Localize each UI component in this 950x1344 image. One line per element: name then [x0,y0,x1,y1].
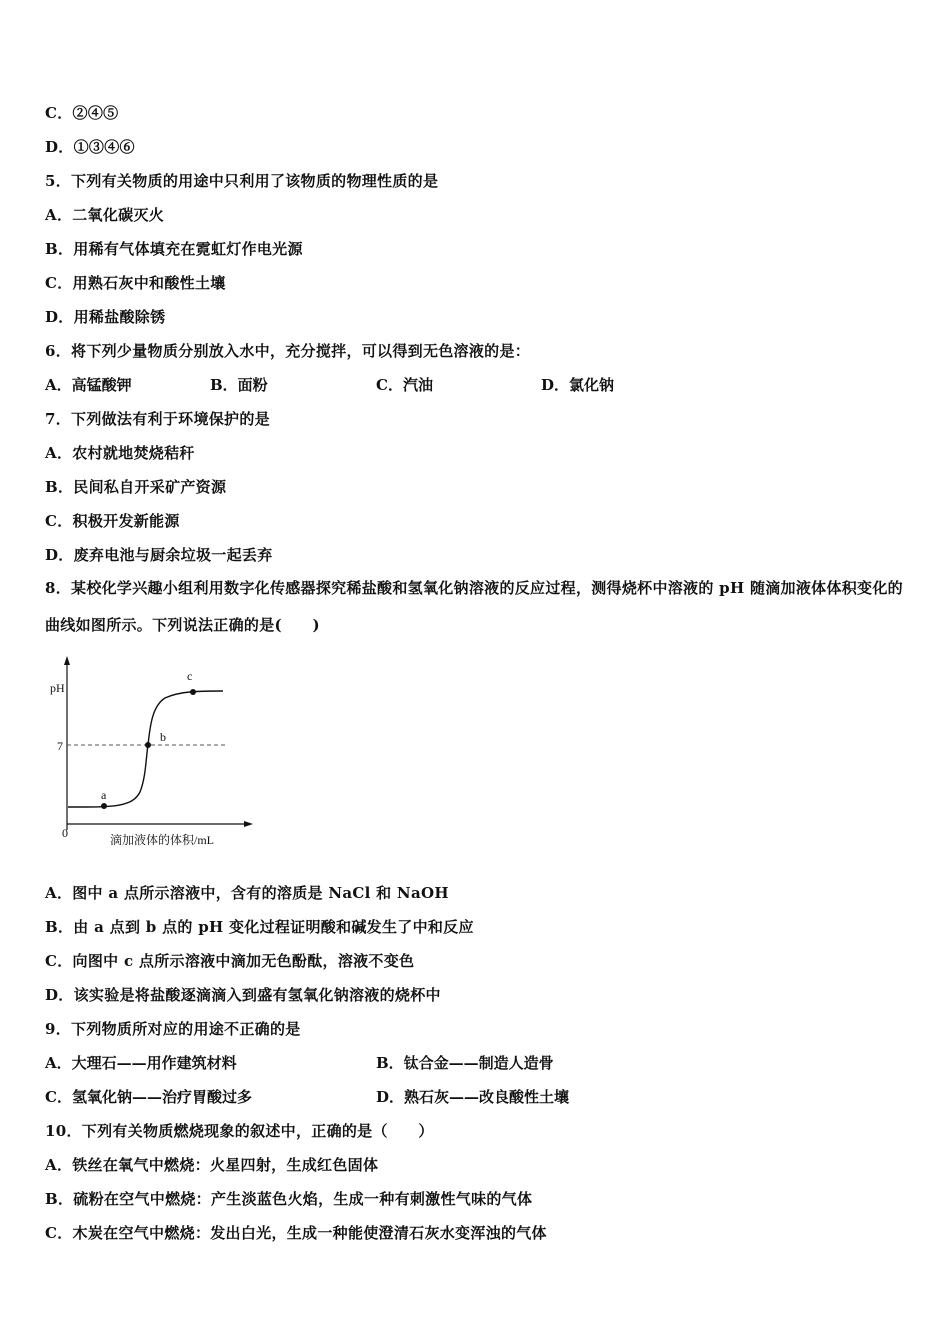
question-9: 9．下列物质所对应的用途不正确的是 [45,1020,301,1038]
q10-option-a: A．铁丝在氧气中燃烧：火星四射，生成红色固体 [45,1156,379,1174]
q5-option-a: A．二氧化碳灭火 [45,206,165,224]
ph-curve [68,691,223,807]
y-axis-label: pH [50,681,65,695]
q8-option-b: B．由 a 点到 b 点的 pH 变化过程证明酸和碱发生了中和反应 [45,918,474,936]
question-8: 8．某校化学兴趣小组利用数字化传感器探究稀盐酸和氢氧化钠溶液的反应过程，测得烧杯中溶液的 pH 随滴加液体体积变化的曲线如图所示。下列说法正确的是( ) [45,579,903,634]
q7-option-d: D．废弃电池与厨余垃圾一起丢弃 [45,546,273,564]
q8-option-d: D．该实验是将盐酸逐滴滴入到盛有氢氧化钠溶液的烧杯中 [45,986,441,1004]
question-7: 7．下列做法有利于环境保护的是 [45,410,270,428]
y-tick-7: 7 [57,739,63,753]
ph-titration-graph [40,652,270,857]
label-a: a [101,788,107,802]
question-5: 5．下列有关物质的用途中只利用了该物质的物理性质的是 [45,172,439,190]
y-axis-arrow [64,656,70,665]
q7-option-b: B．民间私自开采矿产资源 [45,478,227,496]
option-c-prev: C．②④⑤ [45,104,119,122]
q6-option-c: C．汽油 [376,376,433,394]
q6-option-a: A．高锰酸钾 [45,376,132,394]
q9-option-d: D．熟石灰——改良酸性土壤 [376,1088,570,1106]
q6-option-d: D．氯化钠 [541,376,615,394]
q6-option-b: B．面粉 [210,376,268,394]
q5-option-c: C．用熟石灰中和酸性土壤 [45,274,226,292]
x-axis-arrow [244,821,253,827]
question-10: 10．下列有关物质燃烧现象的叙述中，正确的是（ ） [45,1122,434,1140]
origin-label: 0 [62,826,68,840]
label-b: b [160,730,166,744]
point-c [190,689,196,695]
point-b [145,742,151,748]
q8-option-c: C．向图中 c 点所示溶液中滴加无色酚酞，溶液不变色 [45,952,415,970]
q9-option-b: B．钛合金——制造人造骨 [376,1054,554,1072]
q9-option-a: A．大理石——用作建筑材料 [45,1054,237,1072]
q5-option-d: D．用稀盐酸除锈 [45,308,166,326]
point-a [101,803,107,809]
q8-option-a: A．图中 a 点所示溶液中，含有的溶质是 NaCl 和 NaOH [45,884,449,902]
option-d-prev: D．①③④⑥ [45,138,135,156]
label-c: c [187,669,193,683]
q10-option-b: B．硫粉在空气中燃烧：产生淡蓝色火焰，生成一种有刺激性气味的气体 [45,1190,533,1208]
q5-option-b: B．用稀有气体填充在霓虹灯作电光源 [45,240,303,258]
q9-option-c: C．氢氧化钠——治疗胃酸过多 [45,1088,252,1106]
q7-option-a: A．农村就地焚烧秸秆 [45,444,195,462]
x-axis-label: 滴加液体的体积/mL [110,833,214,847]
q10-option-c: C．木炭在空气中燃烧：发出白光，生成一种能使澄清石灰水变浑浊的气体 [45,1224,547,1242]
q7-option-c: C．积极开发新能源 [45,512,180,530]
question-6: 6．将下列少量物质分别放入水中，充分搅拌，可以得到无色溶液的是： [45,342,531,360]
